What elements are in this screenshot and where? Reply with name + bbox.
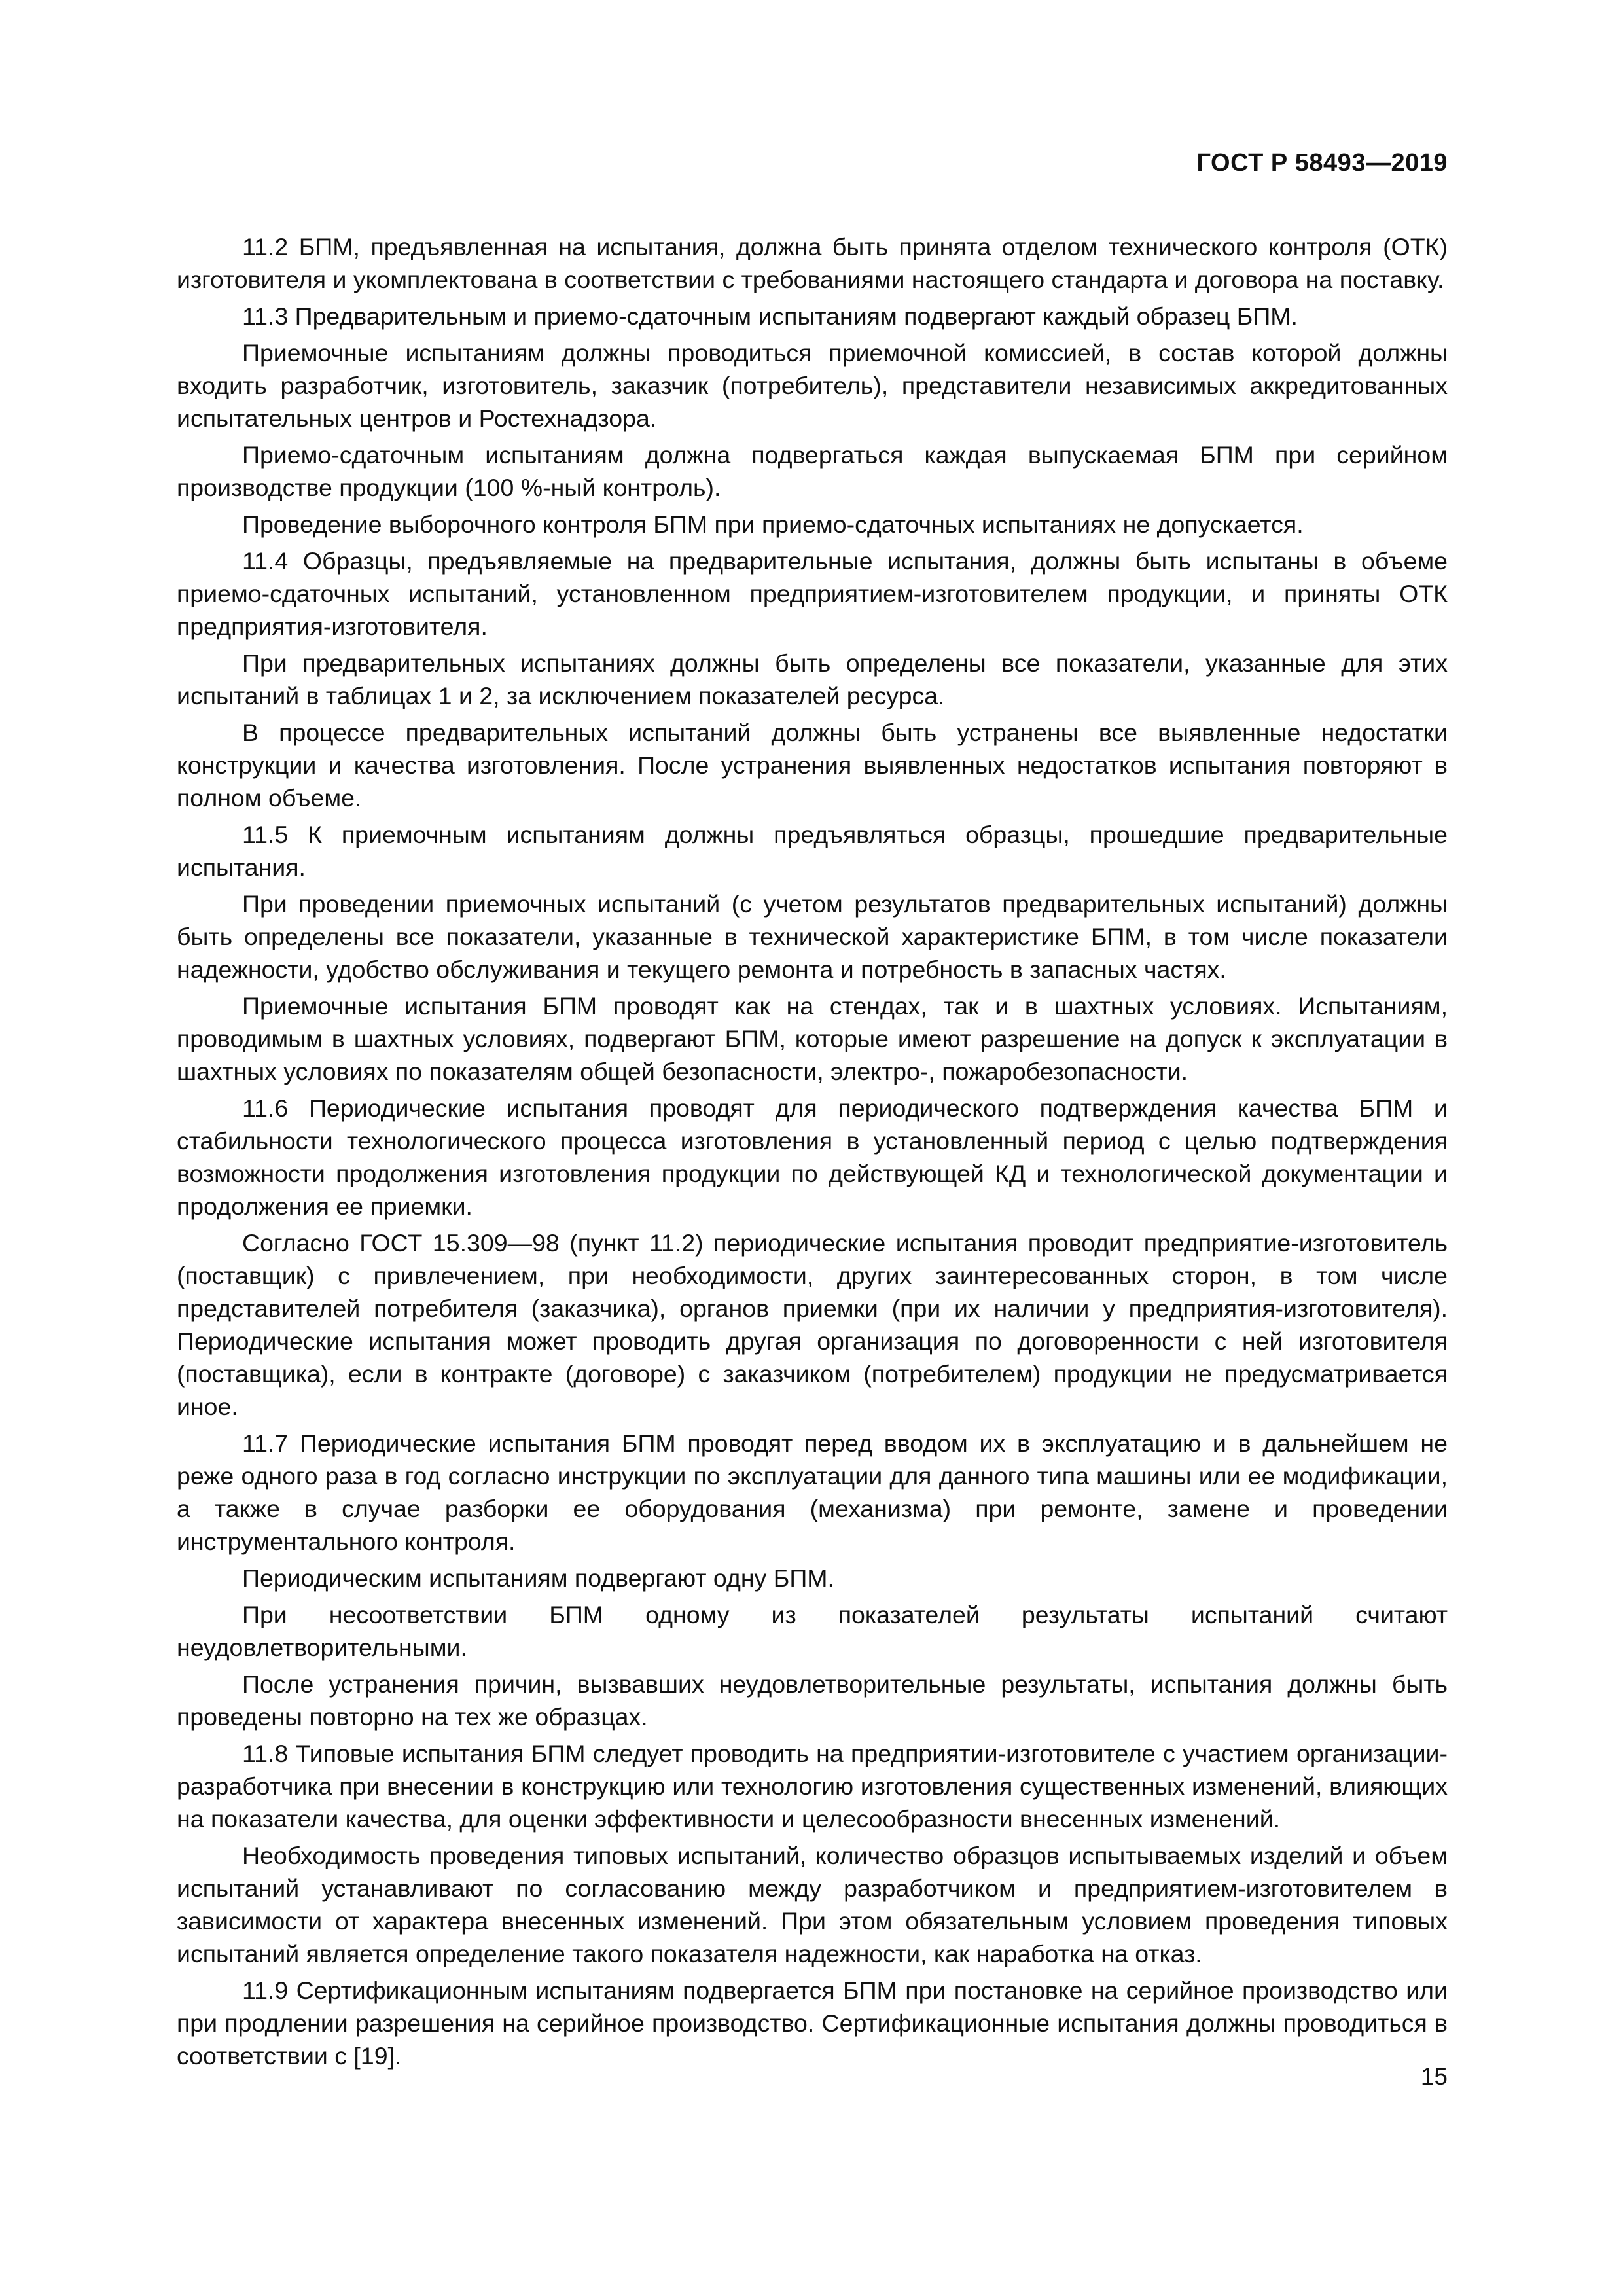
- paragraph: 11.3 Предварительным и приемо-сдаточным испытаниям подвергают каждый образец БПМ.: [242, 302, 1298, 330]
- standard-header: ГОСТ Р 58493—2019: [1196, 149, 1448, 177]
- paragraph: После устранения причин, вызвавших неудовлетворительные результаты, испытания должны быть проведены повторно на тех же образцах.: [177, 1670, 1448, 1731]
- paragraph: 11.6 Периодические испытания проводят для периодического подтверждения качества БПМ и стабильности технологического процесса изготовления в установленный период с целью подтверждения возможности продолжения изготовления продукции по действующей КД и технологической документации и продолжения ее приемки.: [177, 1094, 1448, 1220]
- paragraph: 11.4 Образцы, предъявляемые на предварительные испытания, должны быть испытаны в объеме приемо-сдаточных испытаний, установленном предприятием-изготовителем продукции, и приняты ОТК предприятия-изготовителя.: [177, 547, 1448, 640]
- paragraph: Согласно ГОСТ 15.309—98 (пункт 11.2) периодические испытания проводит предприятие-изготовитель (поставщик) с привлечением, при необходимости, других заинтересованных сторон, в том числе представителей потребителя (заказчика), органов приемки (при их наличии у предприятия-изготовителя). Периодические испытания может проводить другая организация по договоренности с ней изготовителя (поставщика), если в контракте (договоре) с заказчиком (потребителем) продукции не предусматривается иное.: [177, 1229, 1448, 1420]
- paragraph: Приемо-сдаточным испытаниям должна подвергаться каждая выпускаемая БПМ при серийном производстве продукции (100 %-ный контроль).: [177, 441, 1448, 501]
- paragraph: Приемочные испытаниям должны проводиться приемочной комиссией, в состав которой должны входить разработчик, изготовитель, заказчик (потребитель), представители независимых аккредитованных испытательных центров и Ростехнадзора.: [177, 339, 1448, 432]
- paragraph: 11.7 Периодические испытания БПМ проводят перед вводом их в эксплуатацию и в дальнейшем не реже одного раза в год согласно инструкции по эксплуатации для данного типа машины или ее модификации, а также в случае разборки ее оборудования (механизма) при ремонте, замене и проведении инструментального контроля.: [177, 1429, 1448, 1555]
- paragraph: При несоответствии БПМ одному из показателей результаты испытаний считают неудовлетворительными.: [177, 1601, 1448, 1661]
- paragraph: 11.8 Типовые испытания БПМ следует проводить на предприятии-изготовителе с участием организации-разработчика при внесении в конструкцию или технологию изготовления существенных изменений, влияющих на показатели качества, для оценки эффективности и целесообразности внесенных изменений.: [177, 1740, 1448, 1833]
- paragraph: 11.9 Сертификационным испытаниям подвергается БПМ при постановке на серийное производство или при продлении разрешения на серийное производство. Сертификационные испытания должны проводиться в соответствии с [19].: [177, 1977, 1448, 2070]
- paragraph: 11.5 К приемочным испытаниям должны предъявляться образцы, прошедшие предварительные испытания.: [177, 821, 1448, 881]
- paragraph: 11.2 БПМ, предъявленная на испытания, должна быть принята отделом технического контроля (ОТК) изготовителя и укомплектована в соответствии с требованиями настоящего стандарта и договора на поставку.: [177, 233, 1448, 293]
- paragraph: Периодическим испытаниям подвергают одну БПМ.: [242, 1564, 834, 1592]
- page-number: 15: [1420, 2063, 1448, 2090]
- paragraph: Проведение выборочного контроля БПМ при приемо-сдаточных испытаниях не допускается.: [242, 511, 1304, 538]
- paragraph: В процессе предварительных испытаний должны быть устранены все выявленные недостатки конструкции и качества изготовления. После устранения выявленных недостатков испытания повторяют в полном объеме.: [177, 719, 1448, 812]
- paragraph: При предварительных испытаниях должны быть определены все показатели, указанные для этих испытаний в таблицах 1 и 2, за исключением показателей ресурса.: [177, 649, 1448, 709]
- paragraph: При проведении приемочных испытаний (с учетом результатов предварительных испытаний) должны быть определены все показатели, указанные в технической характеристике БПМ, в том числе показатели надежности, удобство обслуживания и текущего ремонта и потребность в запасных частях.: [177, 890, 1448, 983]
- paragraph: Приемочные испытания БПМ проводят как на стендах, так и в шахтных условиях. Испытаниям, проводимым в шахтных условиях, подвергают БПМ, которые имеют разрешение на допуск к эксплуатации в шахтных условиях по показателям общей безопасности, электро-, пожаробезопасности.: [177, 992, 1448, 1085]
- paragraph: Необходимость проведения типовых испытаний, количество образцов испытываемых изделий и объем испытаний устанавливают по согласованию между разработчиком и предприятием-изготовителем в зависимости от характера внесенных изменений. При этом обязательным условием проведения типовых испытаний является определение такого показателя надежности, как наработка на отказ.: [177, 1842, 1448, 1967]
- body-text: [177, 230, 1448, 2076]
